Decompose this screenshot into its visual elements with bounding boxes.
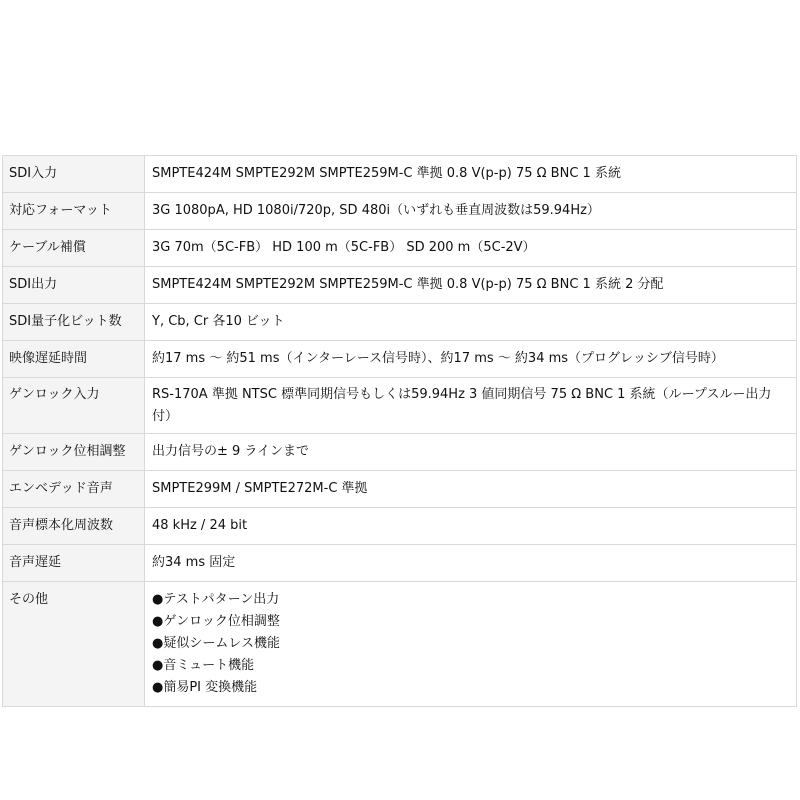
- spec-value: 約17 ms ～ 約51 ms（インターレース信号時）、約17 ms ～ 約34 ms（プログレッシブ信号時）: [145, 341, 797, 378]
- spec-label: 対応フォーマット: [3, 193, 145, 230]
- spec-row-other: [3, 582, 797, 707]
- spec-value: 48 kHz / 24 bit: [145, 508, 797, 545]
- feature-item: ●ゲンロック位相調整: [152, 614, 280, 629]
- feature-item: ●疑似シームレス機能: [152, 636, 280, 651]
- feature-item: ●テストパターン出力: [152, 592, 280, 607]
- spec-row-cable: [3, 230, 797, 267]
- spec-row-sdi-input: [3, 156, 797, 193]
- spec-value-list: [145, 582, 797, 707]
- spec-label: ゲンロック入力: [3, 378, 145, 434]
- spec-value: 出力信号の± 9 ラインまで: [145, 434, 797, 471]
- spec-label: ケーブル補償: [3, 230, 145, 267]
- feature-list: [152, 589, 789, 699]
- spec-label: その他: [3, 582, 145, 707]
- spec-label: エンベデッド音声: [3, 471, 145, 508]
- spec-value: SMPTE299M / SMPTE272M-C 準拠: [145, 471, 797, 508]
- spec-row-genlock-input: [3, 378, 797, 434]
- spec-row-video-delay: [3, 341, 797, 378]
- spec-label: SDI入力: [3, 156, 145, 193]
- spec-row-genlock-phase: [3, 434, 797, 471]
- spec-row-embedded-audio: [3, 471, 797, 508]
- spec-label: 映像遅延時間: [3, 341, 145, 378]
- spec-value: 約34 ms 固定: [145, 545, 797, 582]
- feature-item: ●簡易PI 変換機能: [152, 680, 258, 695]
- spec-row-format: [3, 193, 797, 230]
- spec-value: SMPTE424M SMPTE292M SMPTE259M-C 準拠 0.8 V(p-p) 75 Ω BNC 1 系統 2 分配: [145, 267, 797, 304]
- spec-label: SDI出力: [3, 267, 145, 304]
- spec-row-bit-depth: [3, 304, 797, 341]
- spec-row-audio-delay: [3, 545, 797, 582]
- spec-label: SDI量子化ビット数: [3, 304, 145, 341]
- spec-label: ゲンロック位相調整: [3, 434, 145, 471]
- spec-value: 3G 1080pA, HD 1080i/720p, SD 480i（いずれも垂直周波数は59.94Hz）: [145, 193, 797, 230]
- feature-item: ●音ミュート機能: [152, 658, 255, 673]
- spec-label: 音声遅延: [3, 545, 145, 582]
- spec-value: Y, Cb, Cr 各10 ビット: [145, 304, 797, 341]
- spec-value: RS-170A 準拠 NTSC 標準同期信号もしくは59.94Hz 3 値同期信号 75 Ω BNC 1 系統（ループスルー出力付）: [145, 378, 797, 434]
- spec-table: [2, 155, 797, 707]
- spec-value: SMPTE424M SMPTE292M SMPTE259M-C 準拠 0.8 V(p-p) 75 Ω BNC 1 系統: [145, 156, 797, 193]
- spec-row-audio-sampling: [3, 508, 797, 545]
- spec-row-sdi-output: [3, 267, 797, 304]
- spec-value: 3G 70m（5C-FB） HD 100 m（5C-FB） SD 200 m（5C-2V）: [145, 230, 797, 267]
- spec-label: 音声標本化周波数: [3, 508, 145, 545]
